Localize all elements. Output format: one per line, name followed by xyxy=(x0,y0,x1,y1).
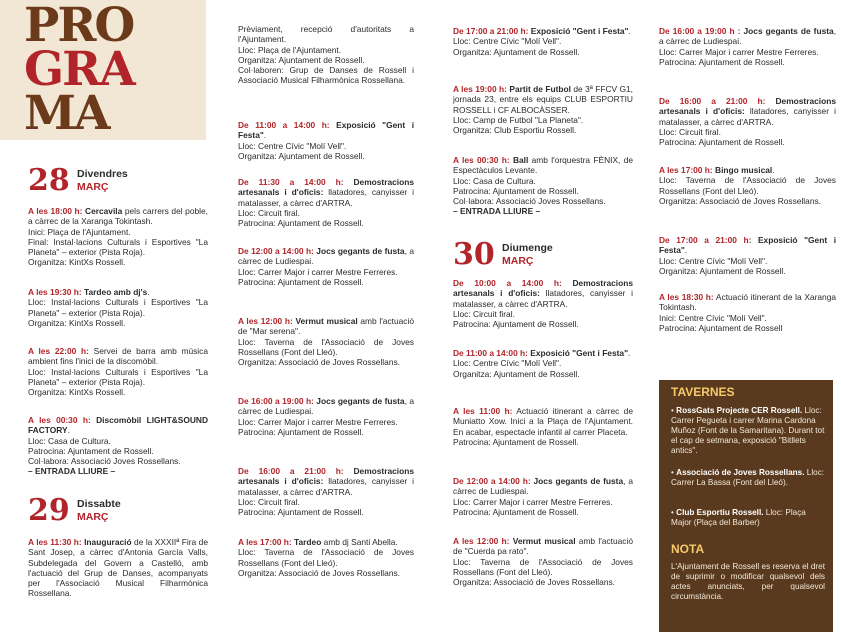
event-time: A les 18:00 h: xyxy=(28,206,83,216)
event-lead xyxy=(453,278,633,309)
event-detail: Lloc: Centre Cívic "Molí Vell". xyxy=(659,255,768,266)
event xyxy=(238,246,414,287)
taverna-item: • RossGats Projecte CER Rossell. Lloc: Carrer Pegueta i carrer Marina Cardona Muñoz (Font de la Samaritana). Durant tot el cap de setmana, exposició "Bitllets antics". xyxy=(671,406,825,455)
event xyxy=(453,476,633,517)
event-detail: Lloc: Taverna de l'Associació de Joves Rossellans (Font del Lleó). xyxy=(659,175,836,196)
day-month: MARÇ xyxy=(77,181,109,193)
event-title: Exposició "Gent i Festa" xyxy=(530,348,629,358)
event-desc: Actuació itinerant de la Xaranga Tokintash. xyxy=(659,292,837,313)
event-time: A les 12:00 h: xyxy=(238,316,293,326)
event-desc: amb l'orquestra FÈNIX, de Espectàculos Levante. xyxy=(453,155,634,176)
event-detail: Patrocina: Ajuntament de Rossell. xyxy=(453,319,579,330)
event-time: A les 17:00 h: xyxy=(659,165,713,175)
event-detail: Lloc: Centre Cívic "Molí Vell". xyxy=(453,358,562,369)
taverna-desc: Lloc: Plaça Major (Plaça del Barber) xyxy=(671,508,806,527)
event-title: Jocs gegants de fusta xyxy=(743,26,834,36)
event-title: Demostracions artesanals i d'oficis: xyxy=(238,466,414,487)
event xyxy=(28,346,208,397)
event-desc: amb l'actuació de "Cuerda pa rato". xyxy=(453,536,633,557)
event-detail: Patrocina: Ajuntament de Rossell. xyxy=(453,506,579,517)
event-time: A les 17:00 h: xyxy=(238,537,292,547)
event-title: Partit de Futbol xyxy=(509,84,571,94)
event xyxy=(28,206,208,268)
event-detail: Organitza: Ajuntament de Rossell. xyxy=(238,150,365,161)
event-detail: Patrocina: Ajuntament de Rossell. xyxy=(28,445,154,456)
event-detail: Organitza: Ajuntament de Rossell. xyxy=(453,46,580,57)
event xyxy=(659,96,836,147)
event-detail: Organitza: Associació de Joves Rossellans. xyxy=(238,567,400,578)
event-detail: Organitza: KintXs Rossell. xyxy=(28,317,126,328)
event-detail: Lloc: Circuit firal. xyxy=(238,207,300,218)
event-lead xyxy=(28,537,208,599)
taverna-desc: Lloc: Carrer Pegueta i carrer Marina Cardona Muñoz (Font de la Samaritana). Durant tot el cap de setmana, exposició "Bitllets antics". xyxy=(671,406,825,455)
taverna-name: RossGats Projecte CER Rossell. xyxy=(676,406,803,415)
event xyxy=(238,24,414,86)
event-time: De 16:00 a 19:00 h: xyxy=(238,396,314,406)
day-name: Divendres xyxy=(77,168,128,180)
event-title: Inauguració xyxy=(84,537,132,547)
event-detail: Organitza: Ajuntament de Rossell. xyxy=(453,368,580,379)
event-desc: de 3ª FFCV G1, jornada 23, entre els equips CLUB ESPORTIU ROSSELL i CF ALBOCÀSSER. xyxy=(453,84,634,115)
event-desc: , a càrrec de Ludiespai. xyxy=(238,246,415,267)
event-detail: Lloc: Casa de Cultura. xyxy=(28,435,111,446)
event-lead xyxy=(453,155,633,176)
event-desc: . xyxy=(628,348,631,358)
event-desc: , a càrrec de Ludiespai. xyxy=(659,26,837,47)
event-desc: . xyxy=(67,425,70,436)
event-desc: Prèviament, recepció d'autoritats a l'Ajuntament. xyxy=(238,24,414,45)
event-lead xyxy=(238,177,414,208)
event-lead xyxy=(238,120,414,141)
title-line-3: MA xyxy=(24,86,109,140)
event-time: De 11:00 a 14:00 h: xyxy=(453,348,528,358)
event-title: Demostracions artesanals i d'oficis: xyxy=(659,96,836,117)
event xyxy=(28,537,208,599)
event-detail: Col·labora: Associació Joves Rossellans. xyxy=(28,456,181,467)
event-lead xyxy=(238,466,414,497)
event-detail: Col·labora: Associació Joves Rossellans. xyxy=(453,196,606,207)
day-name: Diumenge xyxy=(502,242,553,254)
event-time: De 10:00 a 14:00 h: xyxy=(453,278,562,288)
taverna-name: Associació de Joves Rossellans. xyxy=(676,468,805,477)
event-lead xyxy=(28,346,208,367)
event-detail: Organitza: Associació de Joves Rossellans. xyxy=(659,195,821,206)
event xyxy=(28,415,208,477)
event-time: A les 00:30 h: xyxy=(28,415,91,425)
event-desc: llatadores, canyisser i matalasser, a càrrec d'ARTRA. xyxy=(659,106,836,127)
event xyxy=(453,278,633,329)
event-detail: Organitza: Ajuntament de Rossell. xyxy=(659,265,786,276)
event-desc: llatadores, canyisser i matalasser, a càrrec d'ARTRA. xyxy=(238,476,414,497)
event-detail: Lloc: Circuit firal. xyxy=(659,126,721,137)
event-desc: Servei de barra amb música ambient fins l'inici de la discomòbil. xyxy=(28,346,208,367)
nota-text: L'Ajuntament de Rossell es reserva el dret de suprimir o modificar qualsevol dels actes anunciats, per qualsevol circumstància. xyxy=(671,562,825,601)
event-time: De 11:30 a 14:00 h: xyxy=(238,177,344,187)
event xyxy=(238,537,414,578)
event-detail: Patrocina: Ajuntament de Rossell. xyxy=(659,137,785,148)
event-detail: Patrocina: Ajuntament de Rossell. xyxy=(238,426,364,437)
event-desc: . xyxy=(147,287,150,297)
event-detail: Patrocina: Ajuntament de Rossell. xyxy=(238,218,364,229)
event-title: Jocs gegants de fusta xyxy=(316,396,405,406)
event-lead xyxy=(238,316,414,337)
event-time: De 17:00 a 21:00 h: xyxy=(659,235,752,245)
event-time: De 11:00 a 14:00 h: xyxy=(238,120,330,130)
event xyxy=(28,287,208,328)
event-desc: . xyxy=(772,165,775,175)
event xyxy=(238,120,414,161)
event-lead xyxy=(659,292,836,313)
event-detail: Patrocina: Ajuntament de Rossell. xyxy=(453,436,579,447)
event-detail: Lloc: Circuit firal. xyxy=(453,308,515,319)
event-detail: Organitza: Ajuntament de Rossell. xyxy=(238,54,365,65)
event-desc: . xyxy=(684,245,688,256)
event-desc: . xyxy=(628,26,631,36)
event-title: Jocs gegants de fusta xyxy=(533,476,624,486)
event-note: – ENTRADA LLIURE – xyxy=(453,206,541,217)
event-lead xyxy=(659,26,836,47)
event-title: Vermut musical xyxy=(512,536,576,546)
event-time: A les 18:30 h: xyxy=(659,292,714,302)
event-detail: Lloc: Taverna de l'Associació de Joves Rossellans (Font del Lleó). xyxy=(238,547,414,568)
event-lead xyxy=(28,287,208,297)
event-detail: Inici: Centre Cívic "Molí Vell". xyxy=(659,312,767,323)
event-note: – ENTRADA LLIURE – xyxy=(28,466,116,477)
event-lead xyxy=(28,415,208,436)
event-lead xyxy=(238,246,414,267)
event-detail: Lloc: Taverna de l'Associació de Joves Rossellans (Font del Lleó). xyxy=(453,556,633,577)
day-number: 28 xyxy=(28,163,70,198)
event-detail: Lloc: Plaça de l'Ajuntament. xyxy=(238,44,342,55)
event-time: A les 19:00 h: xyxy=(453,84,507,94)
title-line-2: GRA xyxy=(24,42,134,97)
event xyxy=(453,536,633,587)
taverna-item: • Club Esportiu Rossell. Lloc: Plaça Major (Plaça del Barber) xyxy=(671,508,806,527)
event-lead xyxy=(659,96,836,127)
event xyxy=(659,26,836,67)
event xyxy=(453,84,633,135)
event-detail: Patrocina: Ajuntament de Rossell. xyxy=(238,276,364,287)
event-lead xyxy=(453,26,633,36)
event-detail: Organitza: Associació de Joves Rossellans. xyxy=(453,577,615,588)
event-time: De 17:00 a 21:00 h: xyxy=(453,26,529,36)
taverna-name: Club Esportiu Rossell. xyxy=(676,508,764,517)
event-detail: Lloc: Centre Cívic "Molí Vell". xyxy=(238,140,347,151)
event-desc: , a càrrec de Ludiespai. xyxy=(238,396,415,417)
event-detail: Patrocina: Ajuntament de Rossell. xyxy=(238,507,364,518)
title-line-1: PRO xyxy=(24,0,134,53)
event-title: Jocs gegants de fusta xyxy=(316,246,405,256)
event-time: De 16:00 a 21:00 h: xyxy=(238,466,344,476)
event-time: De 12:00 a 14:00 h: xyxy=(238,246,314,256)
event-detail: Lloc: Carrer Major i carrer Mestre Ferreres. xyxy=(238,266,398,277)
event xyxy=(453,348,633,379)
event-detail: Col·laboren: Grup de Danses de Rossell i Associació Musical Filharmònica Rossellana. xyxy=(238,65,414,86)
event-lead xyxy=(453,348,633,358)
event-detail: Lloc: Circuit firal. xyxy=(238,496,300,507)
event-desc: de la XXXIIª Fira de Sant Josep, a càrrec d'Antonia García Valls, Subdelegada del Govern a Castelló, amb l'actuació del Grup de Danses, acompanyats per l'Associació Musical Filharmònica Rossellana. xyxy=(28,537,208,599)
event-time: A les 19:30 h: xyxy=(28,287,82,297)
event xyxy=(659,292,836,333)
event xyxy=(238,177,414,228)
event xyxy=(453,26,633,57)
event-detail: Patrocina: Ajuntament de Rossell xyxy=(659,322,783,333)
event-time: A les 00:30 h: xyxy=(453,155,510,165)
event xyxy=(453,406,633,447)
event-detail: Organitza: KintXs Rossell. xyxy=(28,387,126,398)
event-lead xyxy=(453,406,633,437)
event-lead xyxy=(659,235,836,256)
taverna-item: • Associació de Joves Rossellans. Lloc: Carrer La Bassa (Font del Lleó). xyxy=(671,468,825,487)
event-detail: Inici: Plaça de l'Ajuntament. xyxy=(28,226,131,237)
event-detail: Lloc: Camp de Futbol "La Planeta". xyxy=(453,114,584,125)
event-detail: Lloc: Carrer Major i carrer Mestre Ferreres. xyxy=(659,46,819,57)
event-desc: llatadores, canyisser i matalasser, a càrrec d'ARTRA. xyxy=(238,187,414,208)
event-title: Bingo musical xyxy=(715,165,773,175)
event-desc: Actuació itinerant a càrrec de Muniatto Xow. Inici a la Plaça de l'Ajuntament. En acabar, espectacle infantil al carrer Placeta. xyxy=(453,406,633,437)
event-detail: Lloc: Centre Cívic "Molí Vell". xyxy=(453,36,562,47)
event-lead xyxy=(453,536,633,557)
event xyxy=(659,235,836,276)
day-number: 29 xyxy=(28,493,70,528)
event-detail: Patrocina: Ajuntament de Rossell. xyxy=(453,185,579,196)
day-number: 30 xyxy=(453,237,495,272)
day-month: MARÇ xyxy=(77,511,109,523)
event-detail: Final: Instal·lacions Culturals i Esportives "La Planeta" – exterior (Pista Roja). xyxy=(28,236,208,258)
tavernes-box xyxy=(659,380,833,632)
taverna-desc: Lloc: Carrer La Bassa (Font del Lleó). xyxy=(671,468,825,487)
nota-heading: NOTA xyxy=(671,542,705,556)
event-time: A les 11:00 h: xyxy=(453,406,513,416)
event-lead xyxy=(238,396,414,417)
event-lead xyxy=(453,476,633,497)
event xyxy=(238,466,414,517)
tavernes-heading: TAVERNES xyxy=(671,385,735,399)
event-detail: Lloc: Taverna de l'Associació de Joves Rossellans (Font del Lleó). xyxy=(238,336,414,357)
event-time: A les 22:00 h: xyxy=(28,346,89,356)
event-detail: Lloc: Instal·lacions Culturals i Esportives "La Planeta" – exterior (Pista Roja). xyxy=(28,297,208,318)
event-time: De 12:00 a 14:00 h: xyxy=(453,476,531,486)
event-detail: Lloc: Instal·lacions Culturals i Esportives "La Planeta" – exterior (Pista Roja). xyxy=(28,366,208,387)
event-time: De 16:00 a 19:00 h : xyxy=(659,26,741,36)
event-detail: Patrocina: Ajuntament de Rossell. xyxy=(659,56,785,67)
event-desc: amb l'actuació de "Mar serena". xyxy=(238,316,415,337)
event xyxy=(238,396,414,437)
event-desc: , a càrrec de Ludiespai. xyxy=(453,476,634,497)
event-title: Exposició "Gent i Festa" xyxy=(530,26,629,36)
event-title: Cercavila xyxy=(85,206,123,216)
event-detail: Organitza: Associació de Joves Rossellans. xyxy=(238,357,400,368)
event-detail: Lloc: Carrer Major i carrer Mestre Ferreres. xyxy=(238,416,398,427)
event xyxy=(453,155,633,217)
event-desc: . xyxy=(263,130,267,141)
event-title: Demostracions artesanals i d'oficis: xyxy=(238,177,414,198)
event-detail: Lloc: Carrer Major i carrer Mestre Ferreres. xyxy=(453,496,613,507)
event-lead xyxy=(238,24,414,45)
day-name: Dissabte xyxy=(77,498,121,510)
event-time: A les 12:00 h: xyxy=(453,536,510,546)
event-title: Tardeo amb dj's xyxy=(84,287,148,297)
event xyxy=(238,316,414,367)
event-lead xyxy=(659,165,836,175)
event-time: De 16:00 a 21:00 h: xyxy=(659,96,766,106)
event-title: Discomòbil LIGHT&SOUND FACTORY xyxy=(28,415,209,436)
event-title: Demostracions artesanals i d'oficis: xyxy=(453,278,634,299)
event-lead xyxy=(238,537,414,547)
event-title: Tardeo xyxy=(294,537,322,547)
title-block xyxy=(0,0,206,140)
event-desc: llatadores, canyisser i matalasser, a càrrec d'ARTRA. xyxy=(453,288,633,309)
event xyxy=(659,165,836,206)
event-title: Ball xyxy=(512,155,529,165)
event-detail: Lloc: Casa de Cultura. xyxy=(453,175,536,186)
event-detail: Organitza: KintXs Rossell. xyxy=(28,257,126,268)
event-title: Exposició "Gent i Festa" xyxy=(659,235,837,256)
event-title: Vermut musical xyxy=(295,316,358,326)
event-detail: Organitza: Club Esportiu Rossell. xyxy=(453,125,577,136)
event-title: Exposició "Gent i Festa" xyxy=(238,120,415,141)
event-lead xyxy=(28,206,208,227)
day-month: MARÇ xyxy=(502,255,534,267)
event-lead xyxy=(453,84,633,115)
event-desc: pels carrers del poble, a càrrec de la Xaranga Tokintash. xyxy=(28,206,208,227)
event-desc: amb dj Santi Abella. xyxy=(321,537,398,547)
event-time: A les 11:30 h: xyxy=(28,537,82,547)
